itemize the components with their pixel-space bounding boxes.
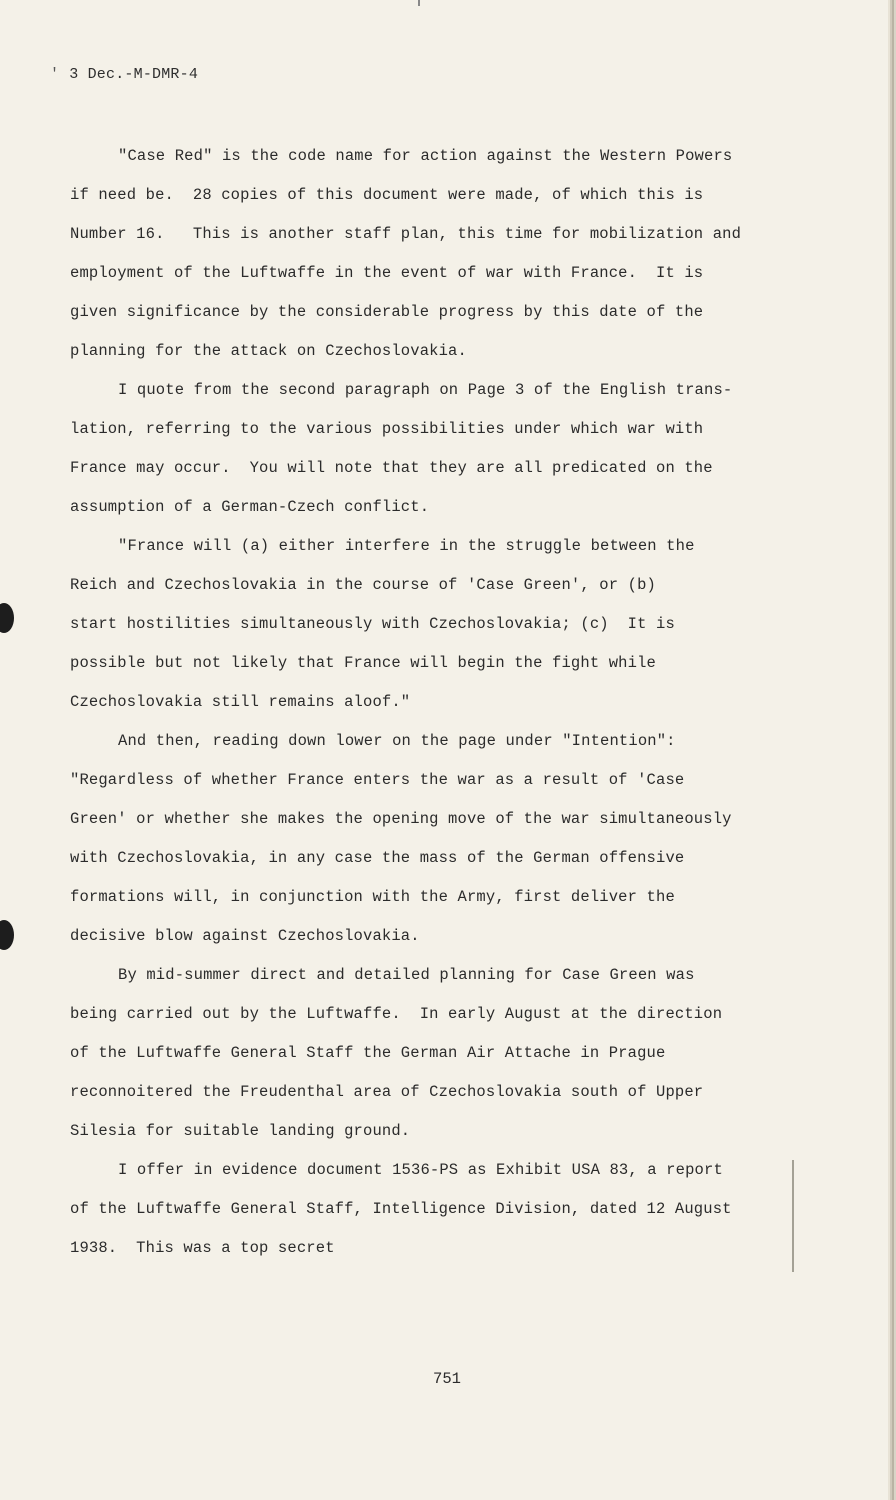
- text-line: formations will, in conjunction with the Army, first deliver the: [70, 888, 675, 906]
- text-line: Reich and Czechoslovakia in the course of 'Case Green', or (b): [70, 576, 656, 594]
- page-number: 751: [433, 1370, 461, 1388]
- text-line: Silesia for suitable landing ground.: [70, 1122, 411, 1140]
- text-line: "France will (a) either interfere in the struggle between the: [118, 537, 695, 555]
- text-line: given significance by the considerable progress by this date of the: [70, 303, 704, 321]
- body-text: [70, 143, 770, 1274]
- text-line: I quote from the second paragraph on Page 3 of the English trans-: [118, 381, 733, 399]
- punch-hole: [0, 603, 14, 633]
- text-line: By mid-summer direct and detailed planning for Case Green was: [118, 966, 695, 984]
- punch-hole: [0, 920, 14, 950]
- text-line: France may occur. You will note that they are all predicated on the: [70, 459, 713, 477]
- text-line: 1938. This was a top secret: [70, 1239, 335, 1257]
- text-line: Number 16. This is another staff plan, this time for mobilization and: [70, 225, 742, 243]
- text-line: of the Luftwaffe General Staff the German Air Attache in Prague: [70, 1044, 666, 1062]
- text-line: assumption of a German-Czech conflict.: [70, 498, 430, 516]
- page-header: [50, 66, 198, 83]
- header-reference: 3 Dec.-M-DMR-4: [69, 66, 199, 83]
- margin-rule: [792, 1160, 794, 1272]
- text-line: Green' or whether she makes the opening move of the war simultaneously: [70, 810, 732, 828]
- text-line: decisive blow against Czechoslovakia.: [70, 927, 420, 945]
- top-edge-mark: [418, 0, 420, 6]
- text-line: being carried out by the Luftwaffe. In early August at the direction: [70, 1005, 723, 1023]
- text-line: possible but not likely that France will begin the fight while: [70, 654, 656, 672]
- text-line: start hostilities simultaneously with Czechoslovakia; (c) It is: [70, 615, 675, 633]
- text-line: reconnoitered the Freudenthal area of Czechoslovakia south of Upper: [70, 1083, 704, 1101]
- text-line: of the Luftwaffe General Staff, Intelligence Division, dated 12 August: [70, 1200, 732, 1218]
- text-line: lation, referring to the various possibilities under which war with: [70, 420, 704, 438]
- header-tick-mark: ': [50, 66, 60, 83]
- text-line: I offer in evidence document 1536-PS as Exhibit USA 83, a report: [118, 1161, 723, 1179]
- text-line: "Case Red" is the code name for action against the Western Powers: [118, 147, 733, 165]
- text-line: "Regardless of whether France enters the war as a result of 'Case: [70, 771, 685, 789]
- text-line: with Czechoslovakia, in any case the mass of the German offensive: [70, 849, 685, 867]
- text-line: Czechoslovakia still remains aloof.": [70, 693, 411, 711]
- text-line: if need be. 28 copies of this document were made, of which this is: [70, 186, 704, 204]
- text-line: employment of the Luftwaffe in the event of war with France. It is: [70, 264, 704, 282]
- text-line: planning for the attack on Czechoslovakia.: [70, 342, 467, 360]
- text-line: And then, reading down lower on the page under "Intention":: [118, 732, 676, 750]
